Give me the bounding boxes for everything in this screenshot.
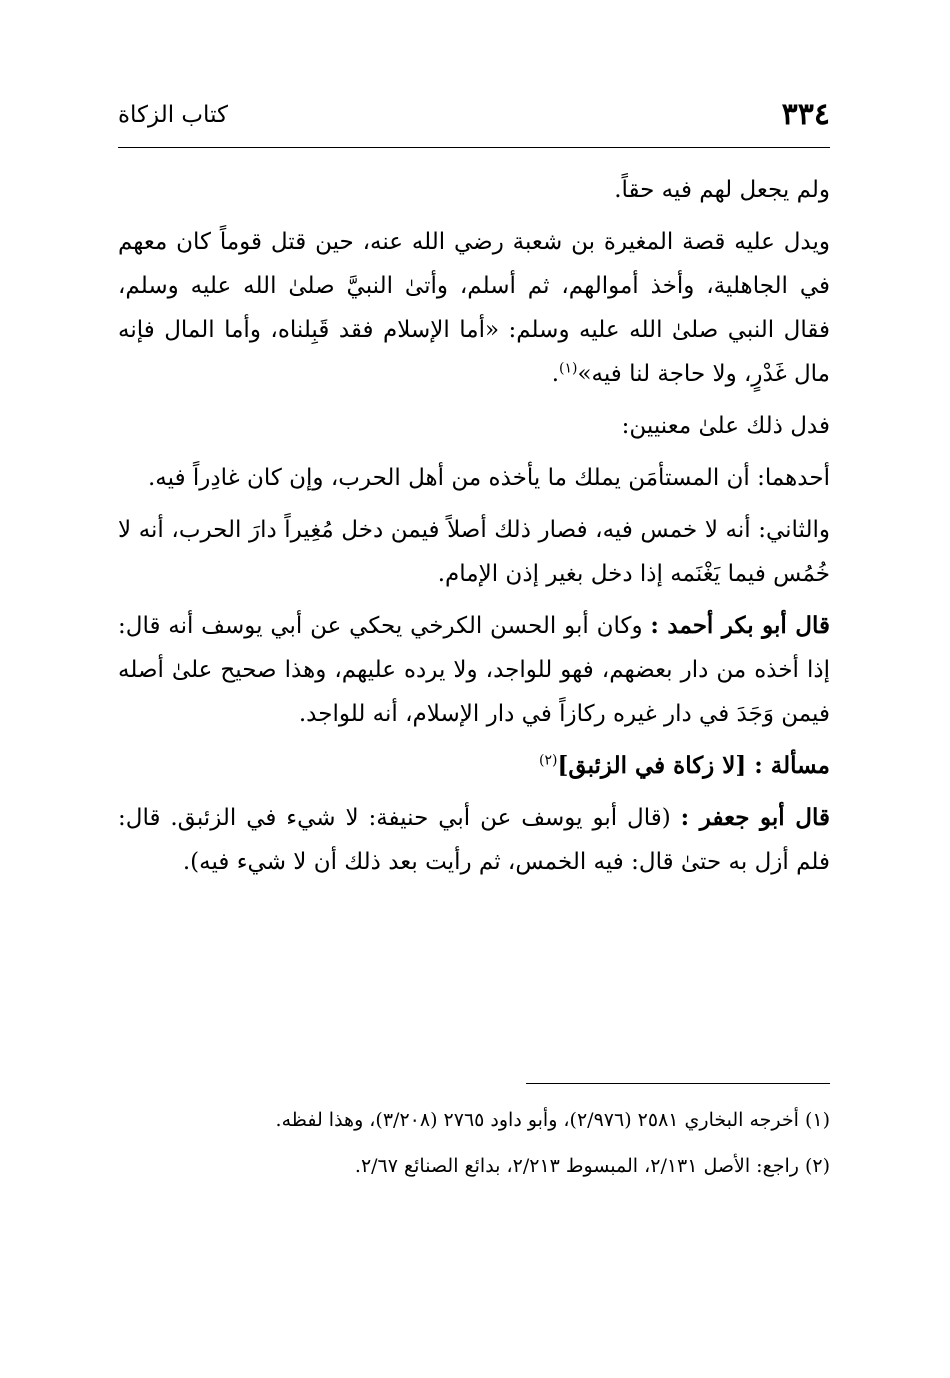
paragraph-7-lead: قال أبو جعفر : bbox=[680, 804, 831, 831]
footnote-2: (٢) راجع: الأصل ٢/١٣١، المبسوط ٢/٢١٣، بدائع الصنائع ٢/٦٧. bbox=[354, 1155, 830, 1177]
paragraph-6-text: وكان أبو الحسن الكرخي يحكي عن أبي يوسف أنه قال: إذا أخذه من دار بعضهم، فهو للواجد، ولا يرده عليهم، وهذا صحيح علىٰ أصله فيمن وَجَدَ في دار غيره ركازاً في دار الإسلام، أنه للواجد. bbox=[118, 613, 830, 727]
footnote-ref-2[interactable]: (٢) bbox=[539, 752, 558, 769]
paragraph-6-lead: قال أبو بكر أحمد : bbox=[650, 612, 830, 639]
footnote-1: (١) أخرجه البخاري ٢٥٨١ (٢/٩٧٦)، وأبو داود ٢٧٦٥ (٣/٢٠٨)، وهذا لفظه. bbox=[275, 1109, 830, 1131]
running-title: كتاب الزكاة bbox=[118, 102, 228, 128]
paragraph-3 bbox=[118, 404, 830, 448]
page-number: ٣٣٤ bbox=[781, 97, 830, 132]
paragraph-1-text: ولم يجعل لهم فيه حقاً. bbox=[614, 177, 830, 203]
masala-heading-text: مسألة : [لا زكاة في الزئبق] bbox=[557, 752, 830, 779]
paragraph-5-text: والثاني: أنه لا خمس فيه، فصار ذلك أصلاً فيمن دخل مُغِيراً دارَ الحرب، أنه لا خُمُس فيما يَغْنَمه إذا دخل بغير إذن الإمام. bbox=[118, 517, 830, 587]
paragraph-2-end: . bbox=[551, 361, 559, 387]
paragraph-4 bbox=[118, 456, 830, 500]
paragraph-5 bbox=[118, 508, 830, 596]
paragraph-7-text: (قال أبو يوسف عن أبي حنيفة: لا شيء في الزئبق. قال: فلم أزل به حتىٰ قال: فيه الخمس، ثم رأيت بعد ذلك أن لا شيء فيه). bbox=[118, 805, 830, 875]
paragraph-2 bbox=[118, 220, 830, 396]
main-text bbox=[118, 168, 830, 892]
paragraph-1 bbox=[118, 168, 830, 212]
footnotes bbox=[118, 1100, 830, 1192]
paragraph-2-text: ويدل عليه قصة المغيرة بن شعبة رضي الله عنه، حين قتل قوماً كان معهم في الجاهلية، وأخذ أموالهم، ثم أسلم، وأتىٰ النبيَّ صلىٰ الله عليه وسلم، فقال النبي صلىٰ الله عليه وسلم: «أما الإسلام فقد قَبِلناه، وأما المال فإنه مال غَدْرٍ، ولا حاجة لنا فيه» bbox=[118, 229, 830, 387]
footnote-divider bbox=[526, 1083, 830, 1084]
paragraph-7 bbox=[118, 796, 830, 884]
footnote-ref-1[interactable]: (١) bbox=[559, 360, 578, 377]
masala-heading bbox=[118, 744, 830, 788]
paragraph-3-text: فدل ذلك علىٰ معنيين: bbox=[621, 413, 830, 439]
paragraph-4-text: أحدهما: أن المستأمَن يملك ما يأخذه من أهل الحرب، وإن كان غادِراً فيه. bbox=[147, 465, 830, 491]
page-header bbox=[118, 92, 830, 148]
paragraph-6 bbox=[118, 604, 830, 736]
